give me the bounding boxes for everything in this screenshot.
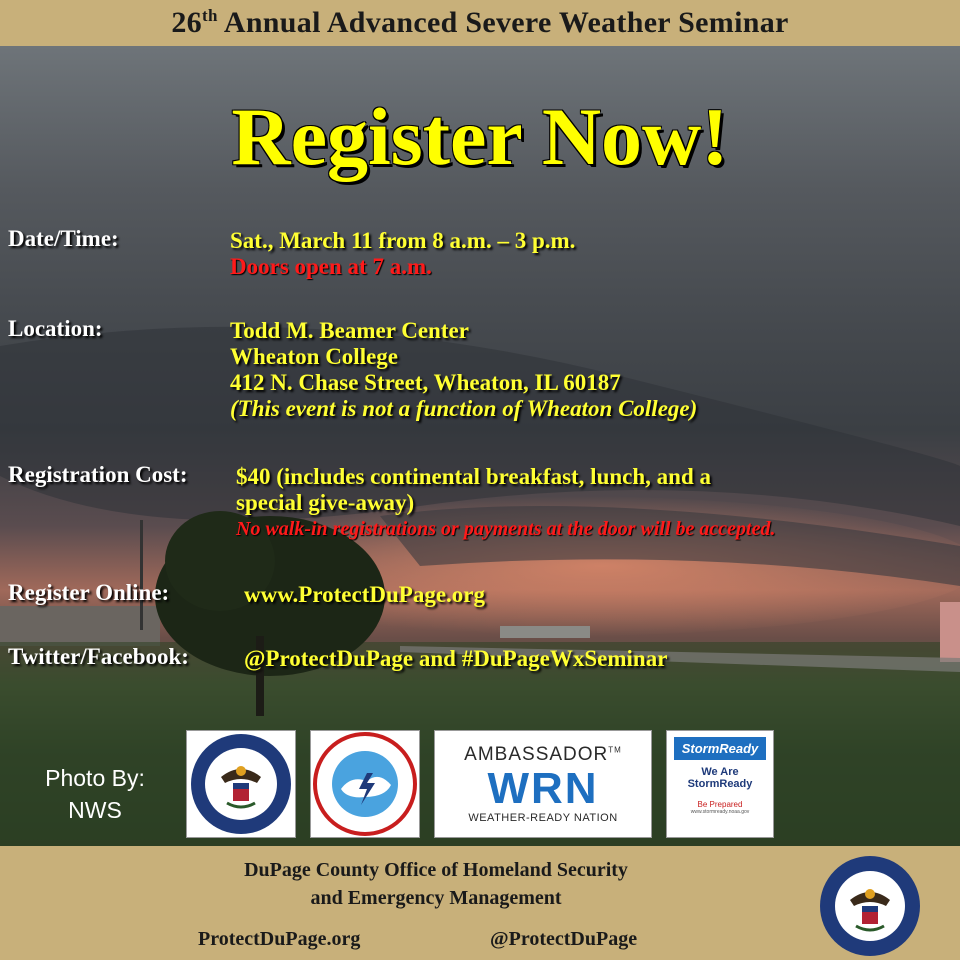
stormready-url: www.stormready.noaa.gov: [690, 809, 750, 815]
registration-cost-label: Registration Cost:: [8, 462, 188, 487]
location-venue: Todd M. Beamer Center: [230, 318, 469, 343]
date-time-label: Date/Time:: [8, 226, 119, 251]
stormready-line1: We Are: [701, 766, 739, 778]
wrn-subtitle: WEATHER-READY NATION: [468, 812, 618, 824]
ambassador-wrn-logo: [434, 730, 652, 838]
footer-website[interactable]: ProtectDuPage.org: [198, 928, 361, 950]
location-address: 412 N. Chase Street, Wheaton, IL 60187: [230, 370, 621, 395]
header-bar: [0, 0, 960, 46]
register-online-label: Register Online:: [8, 580, 170, 605]
stormready-line2: StormReady: [687, 778, 753, 790]
footer-bar: [0, 846, 960, 960]
dupage-footer-seal-icon: [818, 854, 922, 958]
stormready-logo: [666, 730, 774, 838]
location-disclaimer: (This event is not a function of Wheaton College): [230, 396, 698, 421]
social-handles: @ProtectDuPage and #DuPageWxSeminar: [244, 646, 668, 671]
location-college: Wheaton College: [230, 344, 399, 369]
wrn-letters: WRN: [487, 764, 599, 813]
dupage-seal-icon: [187, 731, 295, 837]
doors-open-note: Doors open at 7 a.m.: [230, 254, 432, 279]
registration-cost-line2: special give-away): [236, 490, 415, 515]
office-name: DuPage County Office of Homeland Security and Emergency Management: [244, 859, 628, 909]
register-online-link[interactable]: www.ProtectDuPage.org: [244, 582, 486, 607]
storm-photo: [0, 46, 960, 846]
registration-cost-line1: $40 (includes continental breakfast, lunch, and a: [236, 464, 711, 489]
stormready-title: StormReady: [674, 737, 766, 760]
register-now-headline: Register Now!: [231, 91, 729, 182]
seminar-title: 26th Annual Advanced Severe Weather Seminar: [171, 6, 789, 39]
dupage-seal-logo: [186, 730, 296, 838]
no-walk-in-warning: No walk-in registrations or payments at the door will be accepted.: [236, 518, 776, 540]
social-label: Twitter/Facebook:: [8, 644, 189, 669]
nws-logo: [310, 730, 420, 838]
date-time-value: Sat., March 11 from 8 a.m. – 3 p.m.: [230, 228, 576, 253]
footer-handle[interactable]: @ProtectDuPage: [490, 928, 638, 950]
photo-credit: Photo By: NWS: [45, 765, 145, 823]
stormready-tag: Be Prepared: [697, 800, 743, 809]
ambassador-title: AMBASSADOR™: [464, 744, 622, 765]
nws-icon: [311, 731, 419, 837]
location-label: Location:: [8, 316, 103, 341]
